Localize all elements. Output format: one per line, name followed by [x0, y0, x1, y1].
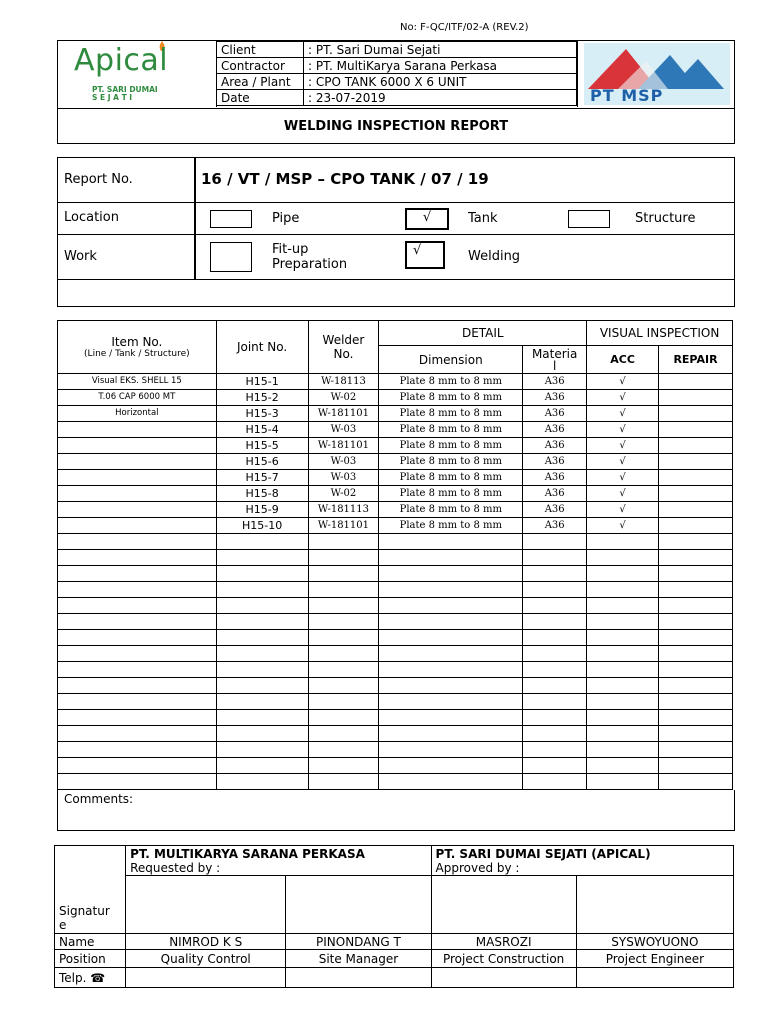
location-label: Location: [64, 210, 119, 225]
row-welder-cell: [308, 726, 379, 742]
row-dimension-cell: Plate 8 mm to 8 mm: [379, 390, 523, 406]
contractor-name: PT. MULTIKARYA SARANA PERKASA: [130, 847, 365, 861]
col-item-header: [58, 321, 217, 374]
msp-logo-text: PT MSP: [590, 86, 664, 105]
row-material-cell: A36: [523, 374, 587, 390]
row-dimension-cell: [379, 694, 523, 710]
row-item-cell: [58, 566, 217, 582]
table-row: [58, 406, 733, 422]
row-item-cell: T.06 CAP 6000 MT: [58, 390, 217, 406]
row-welder-cell: [308, 598, 379, 614]
document-number: No: F-QC/ITF/02-A (REV.2): [400, 22, 529, 33]
apical-sub-1: PT. SARI DUMAI: [92, 85, 158, 94]
row-dimension-cell: [379, 742, 523, 758]
row-acc-cell: [587, 614, 659, 630]
row-joint-cell: [216, 550, 308, 566]
row-welder-cell: [308, 758, 379, 774]
row-acc-cell: [587, 566, 659, 582]
row-repair-cell: [659, 470, 733, 486]
row-material-cell: [523, 566, 587, 582]
row-item-cell: [58, 742, 217, 758]
table-row: [58, 646, 733, 662]
table-row: [58, 774, 733, 790]
signature-label: [55, 876, 126, 934]
row-material-cell: [523, 630, 587, 646]
report-info-box: [57, 157, 735, 307]
table-row: [58, 566, 733, 582]
table-row: [58, 374, 733, 390]
work-row: [58, 235, 734, 280]
row-material-cell: [523, 550, 587, 566]
table-row: [58, 662, 733, 678]
row-acc-cell: [587, 742, 659, 758]
row-material-cell: [523, 694, 587, 710]
row-dimension-cell: Plate 8 mm to 8 mm: [379, 422, 523, 438]
row-joint-cell: [216, 710, 308, 726]
table-row: [58, 550, 733, 566]
area-value: : CPO TANK 6000 X 6 UNIT: [304, 74, 577, 90]
row-material-cell: [523, 678, 587, 694]
tank-checkbox[interactable]: [405, 208, 449, 230]
row-repair-cell: [659, 710, 733, 726]
person-position-1: Quality Control: [126, 950, 286, 968]
client-label: Client: [217, 42, 304, 58]
table-row: [58, 726, 733, 742]
row-item-cell: Horizontal: [58, 406, 217, 422]
structure-label: Structure: [635, 211, 696, 226]
row-material-cell: [523, 726, 587, 742]
row-welder-cell: W-02: [308, 486, 379, 502]
location-row: [58, 203, 734, 235]
row-welder-cell: [308, 550, 379, 566]
report-no-row: [58, 158, 734, 203]
welder-header-1: Welder: [322, 333, 365, 347]
comments-box: [57, 790, 735, 831]
row-dimension-cell: [379, 662, 523, 678]
row-material-cell: A36: [523, 406, 587, 422]
contractor-value: : PT. MultiKarya Sarana Perkasa: [304, 58, 577, 74]
welding-checkbox[interactable]: [405, 241, 445, 269]
signature-table: [54, 845, 734, 988]
telp-value-4[interactable]: [576, 968, 733, 988]
person-position-2: Site Manager: [286, 950, 431, 968]
row-repair-cell: [659, 630, 733, 646]
row-acc-cell: [587, 710, 659, 726]
row-welder-cell: W-181101: [308, 518, 379, 534]
row-joint-cell: H15-6: [216, 454, 308, 470]
row-acc-cell: [587, 694, 659, 710]
row-acc-cell: [587, 662, 659, 678]
row-material-cell: A36: [523, 486, 587, 502]
row-joint-cell: [216, 726, 308, 742]
row-material-cell: [523, 598, 587, 614]
row-repair-cell: [659, 646, 733, 662]
col-acc-header: ACC: [587, 346, 659, 374]
row-acc-cell: [587, 534, 659, 550]
row-welder-cell: [308, 742, 379, 758]
row-item-cell: [58, 646, 217, 662]
row-acc-cell: [587, 550, 659, 566]
row-acc-cell: √: [587, 518, 659, 534]
report-no-value: 16 / VT / MSP – CPO TANK / 07 / 19: [201, 170, 489, 188]
inspection-table-body: [58, 374, 733, 790]
report-title: WELDING INSPECTION REPORT: [58, 108, 734, 144]
row-joint-cell: [216, 582, 308, 598]
header-block: [57, 40, 735, 144]
row-joint-cell: [216, 630, 308, 646]
row-material-cell: [523, 742, 587, 758]
row-welder-cell: [308, 630, 379, 646]
telp-value-1[interactable]: [126, 968, 286, 988]
row-acc-cell: [587, 758, 659, 774]
welding-check-mark: √: [413, 243, 422, 258]
row-joint-cell: [216, 742, 308, 758]
item-header-sub: (Line / Tank / Structure): [84, 349, 190, 359]
row-item-cell: Visual EKS. SHELL 15: [58, 374, 217, 390]
welding-label: Welding: [468, 249, 521, 264]
report-no-label: Report No.: [64, 172, 133, 187]
row-dimension-cell: [379, 598, 523, 614]
table-row: [58, 454, 733, 470]
date-label: Date: [217, 90, 304, 106]
row-item-cell: [58, 486, 217, 502]
row-item-cell: [58, 422, 217, 438]
row-item-cell: [58, 726, 217, 742]
row-repair-cell: [659, 502, 733, 518]
row-dimension-cell: Plate 8 mm to 8 mm: [379, 454, 523, 470]
msp-logo: [577, 41, 735, 107]
signature-slot-3[interactable]: [431, 876, 576, 934]
row-welder-cell: [308, 566, 379, 582]
area-label: Area / Plant: [217, 74, 304, 90]
row-repair-cell: [659, 694, 733, 710]
row-item-cell: [58, 630, 217, 646]
row-welder-cell: [308, 614, 379, 630]
row-dimension-cell: Plate 8 mm to 8 mm: [379, 518, 523, 534]
row-material-cell: [523, 534, 587, 550]
row-material-cell: A36: [523, 438, 587, 454]
row-welder-cell: [308, 694, 379, 710]
row-welder-cell: [308, 678, 379, 694]
date-value: : 23-07-2019: [304, 90, 577, 106]
row-item-cell: [58, 454, 217, 470]
row-acc-cell: [587, 582, 659, 598]
row-joint-cell: [216, 646, 308, 662]
col-welder-header: [308, 321, 379, 374]
row-material-cell: A36: [523, 470, 587, 486]
table-row: [58, 534, 733, 550]
row-joint-cell: [216, 774, 308, 790]
row-repair-cell: [659, 518, 733, 534]
row-material-cell: [523, 614, 587, 630]
row-item-cell: [58, 518, 217, 534]
row-material-cell: A36: [523, 422, 587, 438]
row-dimension-cell: [379, 726, 523, 742]
row-welder-cell: W-03: [308, 422, 379, 438]
row-item-cell: [58, 550, 217, 566]
col-joint-header: Joint No.: [216, 321, 308, 374]
row-repair-cell: [659, 678, 733, 694]
row-joint-cell: H15-8: [216, 486, 308, 502]
row-repair-cell: [659, 422, 733, 438]
row-acc-cell: [587, 598, 659, 614]
signature-slot-4[interactable]: [576, 876, 733, 934]
row-repair-cell: [659, 374, 733, 390]
table-row: [58, 678, 733, 694]
requested-by-label: Requested by :: [130, 861, 221, 875]
row-dimension-cell: [379, 630, 523, 646]
table-row: [58, 470, 733, 486]
person-position-4: Project Engineer: [576, 950, 733, 968]
signature-label-1: Signatur: [59, 904, 110, 918]
material-header-2: l: [553, 358, 557, 373]
client-name: PT. SARI DUMAI SEJATI (APICAL): [435, 847, 651, 861]
row-item-cell: [58, 582, 217, 598]
row-welder-cell: W-02: [308, 390, 379, 406]
contractor-label: Contractor: [217, 58, 304, 74]
row-acc-cell: √: [587, 470, 659, 486]
row-material-cell: A36: [523, 502, 587, 518]
person-name-2: PINONDANG T: [286, 934, 431, 950]
row-acc-cell: [587, 774, 659, 790]
row-material-cell: [523, 582, 587, 598]
table-row: [58, 758, 733, 774]
row-acc-cell: √: [587, 422, 659, 438]
contractor-block: [126, 846, 431, 876]
table-row: [58, 742, 733, 758]
table-row: [58, 518, 733, 534]
pipe-label: Pipe: [272, 211, 300, 226]
row-welder-cell: W-18113: [308, 374, 379, 390]
row-repair-cell: [659, 598, 733, 614]
row-welder-cell: W-03: [308, 454, 379, 470]
row-material-cell: A36: [523, 390, 587, 406]
row-repair-cell: [659, 614, 733, 630]
row-item-cell: [58, 534, 217, 550]
row-material-cell: [523, 710, 587, 726]
row-repair-cell: [659, 662, 733, 678]
row-dimension-cell: [379, 614, 523, 630]
col-dimension-header: Dimension: [379, 346, 523, 374]
table-row: [58, 614, 733, 630]
row-welder-cell: [308, 662, 379, 678]
col-repair-header: REPAIR: [659, 346, 733, 374]
signature-label-2: e: [59, 918, 67, 932]
col-detail-header: DETAIL: [379, 321, 587, 346]
row-dimension-cell: Plate 8 mm to 8 mm: [379, 406, 523, 422]
row-item-cell: [58, 502, 217, 518]
work-label: Work: [64, 249, 97, 264]
row-item-cell: [58, 694, 217, 710]
table-row: [58, 390, 733, 406]
person-name-4: SYSWOYUONO: [576, 934, 733, 950]
telp-value-3[interactable]: [431, 968, 576, 988]
row-repair-cell: [659, 550, 733, 566]
sig-corner: [55, 846, 126, 876]
tank-label: Tank: [468, 211, 498, 226]
row-item-cell: [58, 598, 217, 614]
row-dimension-cell: Plate 8 mm to 8 mm: [379, 438, 523, 454]
row-welder-cell: [308, 774, 379, 790]
table-row: [58, 694, 733, 710]
row-material-cell: [523, 662, 587, 678]
client-value: : PT. Sari Dumai Sejati: [304, 42, 577, 58]
row-joint-cell: [216, 566, 308, 582]
row-welder-cell: W-181101: [308, 406, 379, 422]
row-repair-cell: [659, 438, 733, 454]
apical-sub-2: S E J A T I: [92, 93, 133, 102]
row-material-cell: [523, 774, 587, 790]
row-acc-cell: √: [587, 374, 659, 390]
row-joint-cell: [216, 678, 308, 694]
table-row: [58, 502, 733, 518]
row-welder-cell: W-181113: [308, 502, 379, 518]
table-row: [58, 582, 733, 598]
table-row: [58, 598, 733, 614]
row-dimension-cell: [379, 774, 523, 790]
row-acc-cell: √: [587, 390, 659, 406]
tank-check-mark: √: [422, 210, 432, 225]
row-joint-cell: [216, 598, 308, 614]
row-material-cell: A36: [523, 518, 587, 534]
row-joint-cell: H15-5: [216, 438, 308, 454]
person-position-3: Project Construction: [431, 950, 576, 968]
row-joint-cell: H15-10: [216, 518, 308, 534]
row-repair-cell: [659, 486, 733, 502]
table-row: [58, 710, 733, 726]
row-welder-cell: [308, 710, 379, 726]
row-item-cell: [58, 678, 217, 694]
fitup-label-2: Preparation: [272, 257, 348, 272]
row-repair-cell: [659, 390, 733, 406]
row-dimension-cell: [379, 550, 523, 566]
row-joint-cell: [216, 662, 308, 678]
row-joint-cell: [216, 614, 308, 630]
row-material-cell: [523, 646, 587, 662]
row-joint-cell: H15-4: [216, 422, 308, 438]
row-item-cell: [58, 774, 217, 790]
row-dimension-cell: [379, 582, 523, 598]
row-item-cell: [58, 710, 217, 726]
fitup-label-1: Fit-up: [272, 242, 309, 257]
row-welder-cell: [308, 646, 379, 662]
table-row: [58, 422, 733, 438]
table-row: [58, 630, 733, 646]
row-item-cell: [58, 614, 217, 630]
row-repair-cell: [659, 774, 733, 790]
signature-slot-1[interactable]: [126, 876, 286, 934]
row-welder-cell: [308, 534, 379, 550]
row-dimension-cell: [379, 534, 523, 550]
structure-checkbox[interactable]: [568, 210, 610, 228]
pipe-checkbox[interactable]: [210, 210, 252, 228]
col-material-header: [523, 346, 587, 374]
row-repair-cell: [659, 742, 733, 758]
signature-slot-2[interactable]: [286, 876, 431, 934]
row-dimension-cell: Plate 8 mm to 8 mm: [379, 374, 523, 390]
item-header-title: Item No.: [111, 335, 163, 349]
row-welder-cell: [308, 582, 379, 598]
fitup-checkbox[interactable]: [210, 242, 252, 272]
row-dimension-cell: Plate 8 mm to 8 mm: [379, 486, 523, 502]
table-row: [58, 438, 733, 454]
position-label: Position: [55, 950, 126, 968]
row-dimension-cell: [379, 710, 523, 726]
row-joint-cell: [216, 694, 308, 710]
row-acc-cell: √: [587, 454, 659, 470]
row-welder-cell: W-181101: [308, 438, 379, 454]
row-item-cell: [58, 758, 217, 774]
row-item-cell: [58, 470, 217, 486]
person-name-3: MASROZI: [431, 934, 576, 950]
row-acc-cell: [587, 646, 659, 662]
row-material-cell: A36: [523, 454, 587, 470]
row-repair-cell: [659, 758, 733, 774]
row-dimension-cell: [379, 646, 523, 662]
header-info-table: [216, 41, 577, 106]
material-header-1: Materia: [531, 346, 578, 361]
row-repair-cell: [659, 582, 733, 598]
row-repair-cell: [659, 454, 733, 470]
row-item-cell: [58, 662, 217, 678]
row-dimension-cell: Plate 8 mm to 8 mm: [379, 502, 523, 518]
row-dimension-cell: [379, 678, 523, 694]
row-dimension-cell: [379, 758, 523, 774]
row-joint-cell: H15-2: [216, 390, 308, 406]
row-item-cell: [58, 438, 217, 454]
inspection-table: [57, 320, 733, 790]
row-joint-cell: H15-7: [216, 470, 308, 486]
row-material-cell: [523, 758, 587, 774]
row-repair-cell: [659, 726, 733, 742]
telp-value-2[interactable]: [286, 968, 431, 988]
row-acc-cell: [587, 630, 659, 646]
row-acc-cell: √: [587, 438, 659, 454]
row-repair-cell: [659, 566, 733, 582]
person-name-1: NIMROD K S: [126, 934, 286, 950]
row-joint-cell: [216, 758, 308, 774]
telp-label: Telp. ☎: [55, 968, 126, 988]
row-repair-cell: [659, 406, 733, 422]
name-label: Name: [55, 934, 126, 950]
comments-label: Comments:: [64, 792, 134, 806]
row-acc-cell: √: [587, 502, 659, 518]
row-dimension-cell: Plate 8 mm to 8 mm: [379, 470, 523, 486]
row-joint-cell: H15-1: [216, 374, 308, 390]
row-welder-cell: W-03: [308, 470, 379, 486]
table-row: [58, 486, 733, 502]
row-acc-cell: √: [587, 406, 659, 422]
row-joint-cell: H15-9: [216, 502, 308, 518]
apical-brand-text: Apical: [74, 43, 169, 78]
col-visual-header: VISUAL INSPECTION: [587, 321, 733, 346]
apical-logo: [58, 41, 217, 107]
row-acc-cell: √: [587, 486, 659, 502]
row-repair-cell: [659, 534, 733, 550]
approved-by-label: Approved by :: [435, 861, 520, 875]
row-dimension-cell: [379, 566, 523, 582]
client-block: [431, 846, 733, 876]
row-joint-cell: H15-3: [216, 406, 308, 422]
row-acc-cell: [587, 678, 659, 694]
row-acc-cell: [587, 726, 659, 742]
welder-header-2: No.: [333, 347, 354, 361]
row-joint-cell: [216, 534, 308, 550]
